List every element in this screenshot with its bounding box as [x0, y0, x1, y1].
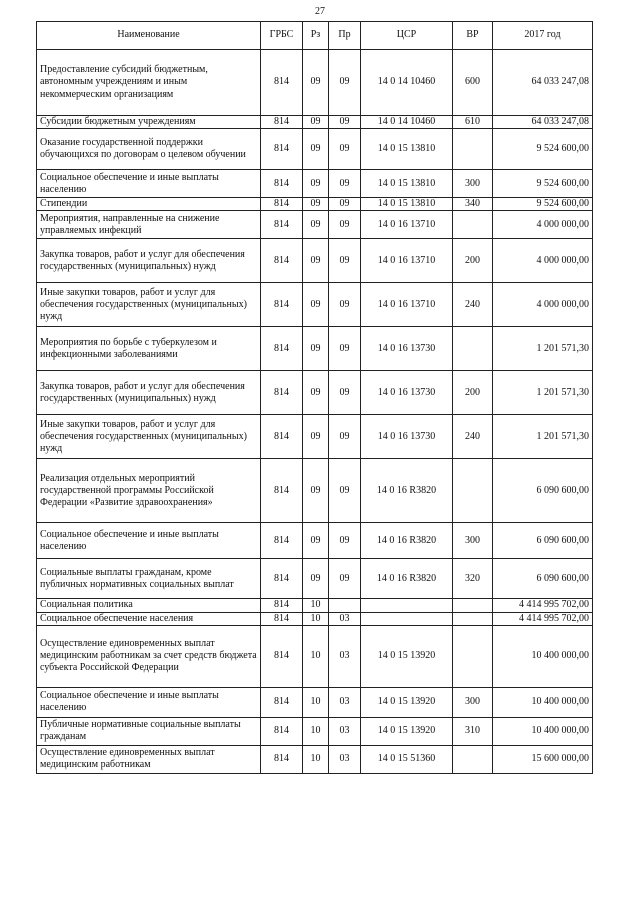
cell-rz: 10: [303, 599, 329, 612]
cell-pr: 09: [329, 559, 361, 599]
cell-rz: 09: [303, 459, 329, 523]
table-row: [37, 198, 593, 211]
cell-pr: 09: [329, 211, 361, 239]
header-year: 2017 год: [493, 22, 593, 50]
cell-name: Мероприятия, направленные на снижение управляемых инфекций: [37, 211, 261, 239]
header-rz: Рз: [303, 22, 329, 50]
table-row: [37, 717, 593, 745]
cell-name: Публичные нормативные социальные выплаты гражданам: [37, 717, 261, 745]
cell-name: Иные закупки товаров, работ и услуг для обеспечения государственных (муниципальных) нужд: [37, 415, 261, 459]
cell-amount: 4 414 995 702,00: [493, 599, 593, 612]
cell-pr: 09: [329, 327, 361, 371]
cell-name: Закупка товаров, работ и услуг для обеспечения государственных (муниципальных) нужд: [37, 239, 261, 283]
cell-pr: 09: [329, 415, 361, 459]
cell-vr: 200: [453, 239, 493, 283]
cell-csr: 14 0 15 13920: [361, 687, 453, 717]
cell-vr: 300: [453, 523, 493, 559]
cell-vr: 320: [453, 559, 493, 599]
cell-rz: 09: [303, 129, 329, 170]
cell-vr: [453, 612, 493, 625]
cell-grbs: 814: [261, 198, 303, 211]
cell-grbs: 814: [261, 239, 303, 283]
cell-pr: 03: [329, 687, 361, 717]
cell-vr: 310: [453, 717, 493, 745]
cell-grbs: 814: [261, 625, 303, 687]
header-grbs: ГРБС: [261, 22, 303, 50]
cell-csr: 14 0 15 13810: [361, 170, 453, 198]
cell-rz: 09: [303, 170, 329, 198]
cell-rz: 09: [303, 415, 329, 459]
cell-rz: 09: [303, 198, 329, 211]
cell-name: Социальные выплаты гражданам, кроме публичных нормативных социальных выплат: [37, 559, 261, 599]
cell-amount: 4 000 000,00: [493, 239, 593, 283]
cell-grbs: 814: [261, 50, 303, 116]
header-name: Наименование: [37, 22, 261, 50]
cell-name: Социальная политика: [37, 599, 261, 612]
cell-pr: 03: [329, 745, 361, 773]
cell-vr: 340: [453, 198, 493, 211]
cell-name: Социальное обеспечение и иные выплаты населению: [37, 687, 261, 717]
cell-rz: 09: [303, 523, 329, 559]
cell-pr: 09: [329, 459, 361, 523]
cell-pr: 09: [329, 50, 361, 116]
cell-csr: 14 0 16 13730: [361, 327, 453, 371]
cell-csr: 14 0 16 R3820: [361, 559, 453, 599]
cell-csr: 14 0 15 13920: [361, 717, 453, 745]
cell-amount: 64 033 247,08: [493, 116, 593, 129]
cell-pr: 03: [329, 717, 361, 745]
cell-name: Иные закупки товаров, работ и услуг для обеспечения государственных (муниципальных) нужд: [37, 283, 261, 327]
table-row: [37, 116, 593, 129]
table-row: [37, 625, 593, 687]
cell-csr: 14 0 14 10460: [361, 116, 453, 129]
cell-name: Предоставление субсидий бюджетным, автономным учреждениям и иным некоммерческим организациям: [37, 50, 261, 116]
cell-amount: 64 033 247,08: [493, 50, 593, 116]
cell-csr: 14 0 16 13730: [361, 415, 453, 459]
table-row: [37, 371, 593, 415]
cell-vr: [453, 129, 493, 170]
cell-name: Осуществление единовременных выплат медицинским работникам за счет средств бюджета субъекта Российской Федерации: [37, 625, 261, 687]
cell-pr: [329, 599, 361, 612]
cell-rz: 10: [303, 717, 329, 745]
cell-pr: 09: [329, 371, 361, 415]
cell-grbs: 814: [261, 211, 303, 239]
cell-grbs: 814: [261, 129, 303, 170]
table-row: [37, 239, 593, 283]
cell-grbs: 814: [261, 371, 303, 415]
cell-name: Социальное обеспечение и иные выплаты населению: [37, 170, 261, 198]
table-header-row: [37, 22, 593, 50]
cell-name: Социальное обеспечение и иные выплаты населению: [37, 523, 261, 559]
cell-amount: 9 524 600,00: [493, 129, 593, 170]
cell-grbs: 814: [261, 599, 303, 612]
cell-csr: 14 0 15 13810: [361, 198, 453, 211]
cell-rz: 10: [303, 625, 329, 687]
cell-vr: [453, 625, 493, 687]
cell-name: Социальное обеспечение населения: [37, 612, 261, 625]
cell-rz: 09: [303, 371, 329, 415]
cell-grbs: 814: [261, 612, 303, 625]
cell-name: Осуществление единовременных выплат медицинским работникам: [37, 745, 261, 773]
cell-amount: 4 414 995 702,00: [493, 612, 593, 625]
cell-csr: 14 0 16 13710: [361, 239, 453, 283]
cell-grbs: 814: [261, 687, 303, 717]
table-row: [37, 687, 593, 717]
cell-amount: 1 201 571,30: [493, 415, 593, 459]
cell-pr: 09: [329, 116, 361, 129]
cell-rz: 09: [303, 116, 329, 129]
cell-csr: 14 0 16 13730: [361, 371, 453, 415]
cell-name: Закупка товаров, работ и услуг для обеспечения государственных (муниципальных) нужд: [37, 371, 261, 415]
cell-amount: 10 400 000,00: [493, 717, 593, 745]
cell-vr: [453, 211, 493, 239]
cell-vr: 600: [453, 50, 493, 116]
header-csr: ЦСР: [361, 22, 453, 50]
table-row: [37, 170, 593, 198]
cell-rz: 09: [303, 283, 329, 327]
cell-pr: 09: [329, 283, 361, 327]
cell-pr: 03: [329, 625, 361, 687]
cell-vr: [453, 327, 493, 371]
header-vr: ВР: [453, 22, 493, 50]
cell-grbs: 814: [261, 170, 303, 198]
cell-csr: 14 0 16 R3820: [361, 459, 453, 523]
cell-amount: 10 400 000,00: [493, 625, 593, 687]
cell-name: Реализация отдельных мероприятий государственной программы Российской Федерации «Развитие здравоохранения»: [37, 459, 261, 523]
cell-rz: 10: [303, 687, 329, 717]
cell-csr: 14 0 15 13920: [361, 625, 453, 687]
cell-vr: [453, 599, 493, 612]
budget-table: [36, 21, 593, 774]
page-number: 27: [315, 6, 325, 17]
cell-grbs: 814: [261, 717, 303, 745]
table-body: [37, 50, 593, 774]
header-pr: Пр: [329, 22, 361, 50]
cell-vr: 300: [453, 170, 493, 198]
cell-grbs: 814: [261, 327, 303, 371]
cell-name: Стипендии: [37, 198, 261, 211]
cell-vr: 610: [453, 116, 493, 129]
cell-grbs: 814: [261, 745, 303, 773]
cell-pr: 09: [329, 198, 361, 211]
cell-pr: 03: [329, 612, 361, 625]
table-row: [37, 612, 593, 625]
cell-csr: 14 0 14 10460: [361, 50, 453, 116]
cell-amount: 6 090 600,00: [493, 459, 593, 523]
cell-amount: 6 090 600,00: [493, 559, 593, 599]
cell-amount: 1 201 571,30: [493, 371, 593, 415]
cell-rz: 09: [303, 239, 329, 283]
cell-rz: 10: [303, 745, 329, 773]
cell-grbs: 814: [261, 415, 303, 459]
cell-grbs: 814: [261, 116, 303, 129]
cell-vr: 240: [453, 283, 493, 327]
cell-vr: 300: [453, 687, 493, 717]
cell-name: Субсидии бюджетным учреждениям: [37, 116, 261, 129]
cell-pr: 09: [329, 523, 361, 559]
cell-pr: 09: [329, 129, 361, 170]
cell-csr: 14 0 16 13710: [361, 211, 453, 239]
cell-rz: 09: [303, 50, 329, 116]
cell-csr: [361, 612, 453, 625]
table-row: [37, 415, 593, 459]
cell-grbs: 814: [261, 283, 303, 327]
cell-csr: 14 0 15 51360: [361, 745, 453, 773]
cell-pr: 09: [329, 170, 361, 198]
table-row: [37, 459, 593, 523]
table-row: [37, 327, 593, 371]
table-row: [37, 211, 593, 239]
cell-csr: 14 0 16 R3820: [361, 523, 453, 559]
table-row: [37, 50, 593, 116]
cell-amount: 15 600 000,00: [493, 745, 593, 773]
table-row: [37, 559, 593, 599]
cell-amount: 4 000 000,00: [493, 211, 593, 239]
cell-vr: 200: [453, 371, 493, 415]
cell-pr: 09: [329, 239, 361, 283]
cell-amount: 10 400 000,00: [493, 687, 593, 717]
table-row: [37, 599, 593, 612]
cell-rz: 09: [303, 559, 329, 599]
cell-amount: 9 524 600,00: [493, 170, 593, 198]
cell-rz: 09: [303, 211, 329, 239]
cell-amount: 6 090 600,00: [493, 523, 593, 559]
cell-grbs: 814: [261, 459, 303, 523]
table-row: [37, 129, 593, 170]
cell-vr: [453, 745, 493, 773]
cell-vr: [453, 459, 493, 523]
cell-csr: 14 0 16 13710: [361, 283, 453, 327]
cell-amount: 9 524 600,00: [493, 198, 593, 211]
table-row: [37, 523, 593, 559]
cell-grbs: 814: [261, 523, 303, 559]
table-row: [37, 283, 593, 327]
cell-rz: 09: [303, 327, 329, 371]
cell-amount: 1 201 571,30: [493, 327, 593, 371]
cell-rz: 10: [303, 612, 329, 625]
cell-name: Мероприятия по борьбе с туберкулезом и инфекционными заболеваниями: [37, 327, 261, 371]
cell-name: Оказание государственной поддержки обучающихся по договорам о целевом обучении: [37, 129, 261, 170]
table-row: [37, 745, 593, 773]
cell-csr: 14 0 15 13810: [361, 129, 453, 170]
cell-vr: 240: [453, 415, 493, 459]
cell-amount: 4 000 000,00: [493, 283, 593, 327]
cell-grbs: 814: [261, 559, 303, 599]
cell-csr: [361, 599, 453, 612]
